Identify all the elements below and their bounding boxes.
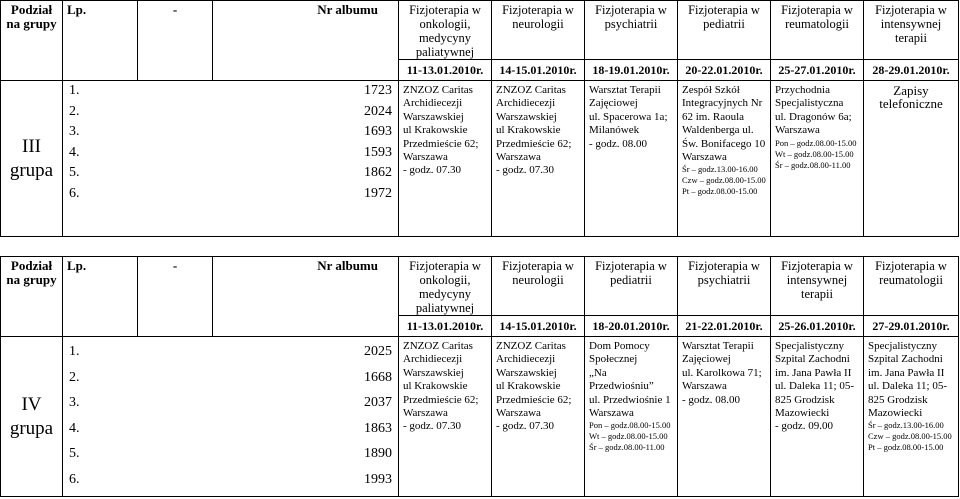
hours-line: Pt – godz.08.00-15.00 — [682, 186, 758, 197]
date-cell: 14-15.01.2010r. — [492, 60, 585, 81]
place-line: Warsztat Terapii — [682, 340, 754, 352]
place-line: Specjalistyczna — [775, 97, 844, 110]
place-cell — [399, 337, 492, 497]
place-cell — [678, 337, 771, 497]
place-line: Przedmieście 62; — [403, 137, 479, 150]
student-list — [63, 337, 399, 497]
date-cell: 18-19.01.2010r. — [585, 60, 678, 81]
date-cell: 18-20.01.2010r. — [585, 316, 678, 337]
place-line: 825 Grodzisk — [775, 393, 835, 406]
place-line: Przychodnia — [775, 84, 830, 96]
student-row: 2. 2024 — [69, 103, 392, 119]
student-row: 5. 1862 — [69, 165, 392, 180]
place-line: Zespół Szkół — [682, 84, 740, 96]
place-line: Archidiecezji — [403, 97, 463, 110]
header-podzial: Podział na grupy — [1, 257, 63, 337]
place-cell — [585, 337, 678, 497]
header-lp: Lp. — [63, 1, 138, 81]
date-cell: 14-15.01.2010r. — [492, 316, 585, 337]
place-line: Milanówek — [589, 124, 640, 137]
header-podzial: Podział na grupy — [1, 1, 63, 81]
hours-line: Pon – godz.08.00-15.00 — [589, 420, 671, 431]
place-line: ZNZOZ Caritas — [403, 84, 473, 96]
student-row: 6. 1993 — [69, 471, 392, 487]
place-line: ZNZOZ Caritas — [496, 84, 566, 96]
student-row: 5. 1890 — [69, 446, 392, 461]
place-cell — [492, 337, 585, 497]
date-cell: 21-22.01.2010r. — [678, 316, 771, 337]
header-nr-albumu: Nr albumu — [213, 1, 399, 81]
place-line: Warsztat Terapii — [589, 84, 661, 96]
column-header: Fizjoterapia w psychiatrii — [585, 1, 678, 60]
place-line: Mazowiecki — [775, 407, 830, 420]
place-line: Archidiecezji — [496, 353, 556, 366]
hours-line: Czw – godz.08.00-15.00 — [682, 175, 766, 186]
place-cell-zapisy — [864, 81, 959, 237]
place-cell — [771, 81, 864, 237]
place-line: Warszawa — [496, 151, 541, 164]
place-line: Szpital Zachodni — [868, 353, 943, 366]
place-line: Zapisy — [893, 83, 929, 98]
place-line: Specjalistyczny — [775, 340, 845, 352]
place-line: Mazowiecki — [868, 407, 923, 420]
hours-line: Czw – godz.08.00-15.00 — [868, 431, 952, 442]
place-cell — [399, 81, 492, 237]
hours-line: Śr – godz.13.00-16.00 — [682, 164, 758, 175]
place-line: Szpital Zachodni — [775, 353, 850, 366]
student-row: 3. 2037 — [69, 395, 392, 410]
place-line: - godz. 07.30 — [403, 164, 462, 177]
header-dash: - — [138, 1, 213, 81]
place-line: - godz. 09.00 — [775, 420, 834, 433]
place-line: ul Krakowskie — [496, 124, 561, 137]
column-header: Fizjoterapia w pediatrii — [585, 257, 678, 316]
place-line: - godz. 07.30 — [496, 420, 555, 433]
place-line: - godz. 07.30 — [403, 420, 462, 433]
place-line: ul. Przedwiośnie 1 — [589, 393, 671, 406]
column-header: Fizjoterapia w onkologii, medycyny paliatywnej — [399, 257, 492, 316]
place-line: 825 Grodzisk — [868, 393, 928, 406]
place-line: ul. Spacerowa 1a; — [589, 110, 668, 123]
schedule-table-group-4 — [0, 256, 959, 497]
place-line: ul. Karolkowa 71; — [682, 366, 762, 379]
place-line: telefoniczne — [879, 96, 943, 112]
place-line: ul Krakowskie — [496, 380, 561, 393]
schedule-table-group-3 — [0, 0, 959, 237]
column-header: Fizjoterapia w reumatologii — [771, 1, 864, 60]
place-line: Przedmieście 62; — [496, 393, 572, 406]
place-cell — [585, 81, 678, 237]
student-row: 3. 1693 — [69, 124, 392, 139]
hours-line: Śr – godz.13.00-16.00 — [868, 420, 944, 431]
place-line: 62 im. Raoula — [682, 110, 745, 123]
place-line: Archidiecezji — [403, 353, 463, 366]
student-row: 1. 1723 — [69, 83, 392, 98]
place-line: Waldenberga ul. — [682, 124, 754, 137]
date-cell: 20-22.01.2010r. — [678, 60, 771, 81]
student-row: 6. 1972 — [69, 185, 392, 201]
student-row: 4. 1863 — [69, 420, 392, 436]
place-cell — [771, 337, 864, 497]
header-nr-albumu: Nr albumu — [213, 257, 399, 337]
hours-line: Śr – godz.08.00-11.00 — [589, 442, 665, 453]
column-header: Fizjoterapia w neurologii — [492, 257, 585, 316]
place-line: Warszawa — [682, 151, 727, 164]
place-line: - godz. 08.00 — [682, 393, 741, 406]
place-line: Specjalistyczny — [868, 340, 938, 352]
place-line: Warszawskiej — [403, 366, 464, 379]
hours-line: Śr – godz.08.00-11.00 — [775, 159, 851, 170]
hours-line: Wt – godz.08.00-15.00 — [589, 431, 668, 442]
place-line: Św. Bonifacego 10 — [682, 137, 766, 150]
place-line: ul. Daleka 11; 05- — [775, 380, 855, 393]
place-line: „Na — [589, 366, 607, 379]
place-line: ZNZOZ Caritas — [403, 340, 473, 352]
place-line: - godz. 08.00 — [589, 137, 648, 150]
place-cell — [492, 81, 585, 237]
place-line: Integracyjnych Nr — [682, 97, 763, 110]
place-line: Przedmieście 62; — [496, 137, 572, 150]
column-header: Fizjoterapia w reumatologii — [864, 257, 959, 316]
date-cell: 25-27.01.2010r. — [771, 60, 864, 81]
date-cell: 11-13.01.2010r. — [399, 316, 492, 337]
group-label: III grupa — [1, 81, 63, 237]
date-cell: 25-26.01.2010r. — [771, 316, 864, 337]
place-line: Zajęciowej — [589, 97, 638, 110]
date-cell: 11-13.01.2010r. — [399, 60, 492, 81]
place-line: - godz. 07.30 — [496, 164, 555, 177]
place-line: ul Krakowskie — [403, 124, 468, 137]
student-row: 4. 1593 — [69, 144, 392, 160]
place-line: Dom Pomocy — [589, 340, 650, 352]
place-line: Warszawskiej — [496, 110, 557, 123]
date-cell: 28-29.01.2010r. — [864, 60, 959, 81]
student-row: 2. 1668 — [69, 369, 392, 385]
place-line: im. Jana Pawła II — [868, 366, 945, 379]
place-line: Archidiecezji — [496, 97, 556, 110]
column-header: Fizjoterapia w pediatrii — [678, 1, 771, 60]
place-line: Warszawa — [775, 124, 820, 137]
place-line: Warszawskiej — [403, 110, 464, 123]
hours-line: Wt – godz.08.00-15.00 — [775, 148, 854, 159]
place-line: Warszawa — [403, 407, 448, 420]
place-line: Warszawa — [496, 407, 541, 420]
place-cell — [678, 81, 771, 237]
place-line: Zajęciowej — [682, 353, 731, 366]
place-line: Warszawskiej — [496, 366, 557, 379]
place-line: ul. Dragonów 6a; — [775, 110, 852, 123]
place-cell — [864, 337, 959, 497]
place-line: ul Krakowskie — [403, 380, 468, 393]
place-line: Społecznej — [589, 353, 638, 366]
column-header: Fizjoterapia w neurologii — [492, 1, 585, 60]
place-line: Warszawa — [589, 407, 634, 420]
place-line: ul. Daleka 11; 05- — [868, 380, 948, 393]
column-header: Fizjoterapia w psychiatrii — [678, 257, 771, 316]
hours-line: Pt – godz.08.00-15.00 — [868, 442, 944, 453]
column-header: Fizjoterapia w intensywnej terapii — [771, 257, 864, 316]
column-header: Fizjoterapia w intensywnej terapii — [864, 1, 959, 60]
place-line: Warszawa — [403, 151, 448, 164]
column-header: Fizjoterapia w onkologii, medycyny paliatywnej — [399, 1, 492, 60]
place-line: Warszawa — [682, 380, 727, 393]
hours-line: Pon – godz.08.00-15.00 — [775, 137, 857, 148]
date-cell: 27-29.01.2010r. — [864, 316, 959, 337]
student-row: 1. 2025 — [69, 344, 392, 359]
place-line: ZNZOZ Caritas — [496, 340, 566, 352]
header-lp: Lp. — [63, 257, 138, 337]
place-line: Przedmieście 62; — [403, 393, 479, 406]
header-dash: - — [138, 257, 213, 337]
place-line: im. Jana Pawła II — [775, 366, 852, 379]
group-label: IV grupa — [1, 337, 63, 497]
student-list — [63, 81, 399, 237]
place-line: Przedwiośniu” — [589, 380, 654, 393]
